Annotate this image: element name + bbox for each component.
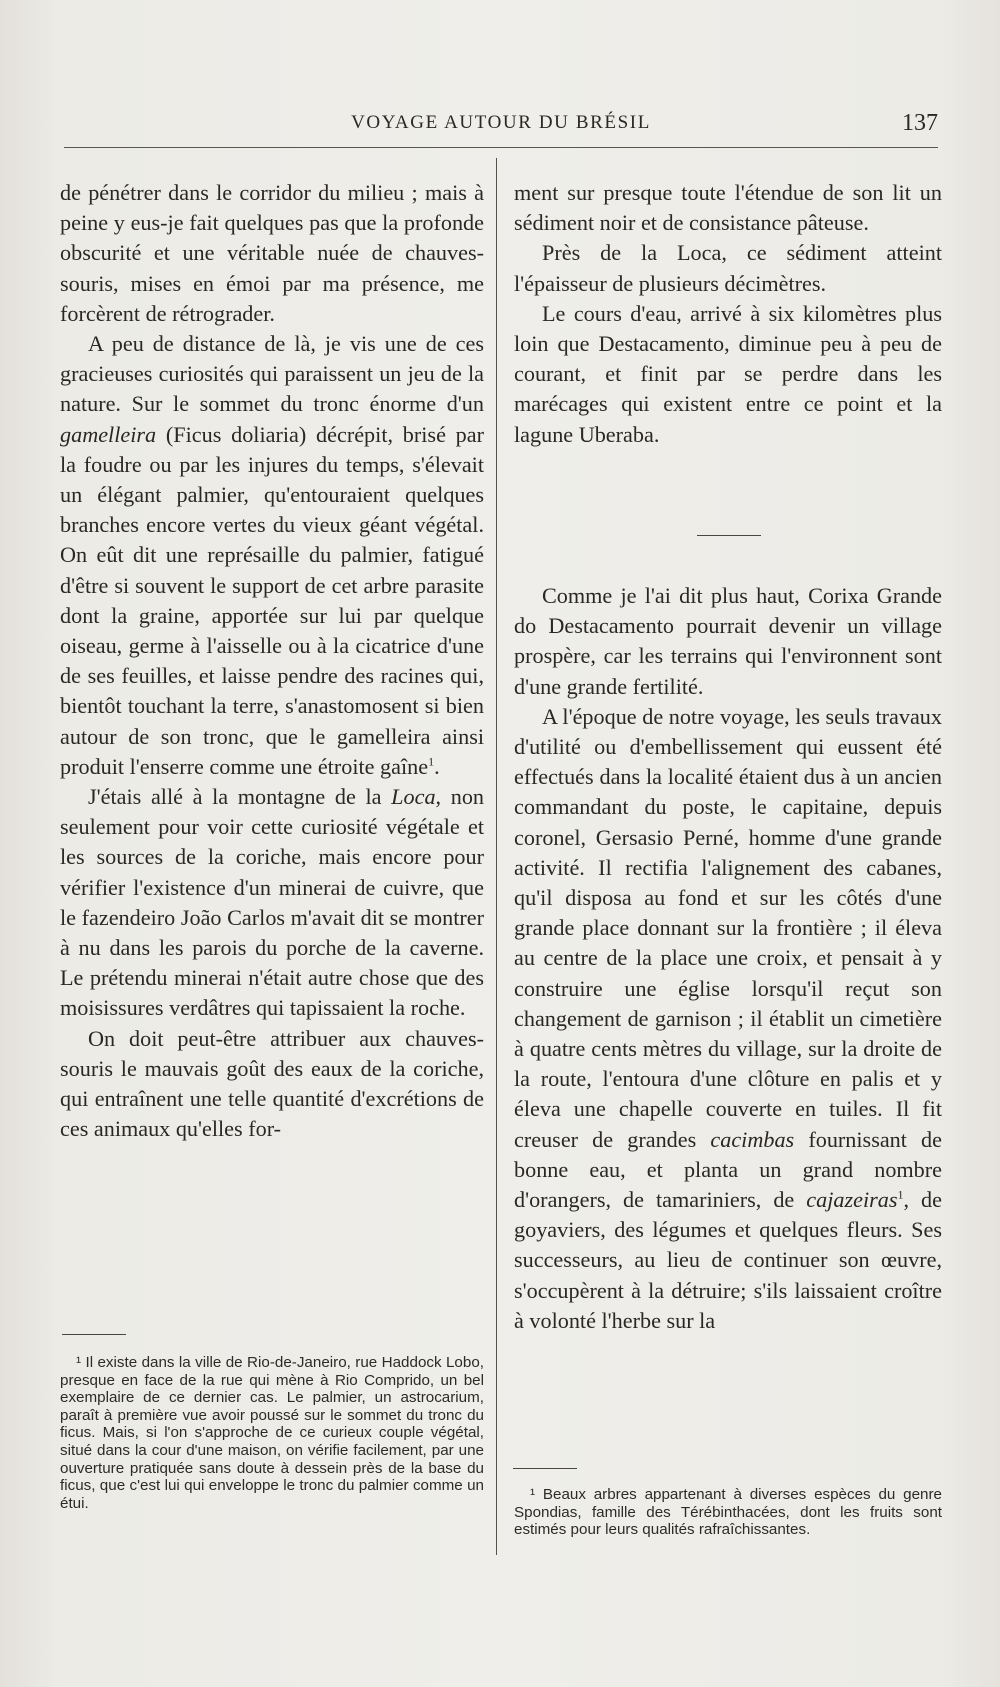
paragraph: Près de la Loca, ce sédiment atteint l'épaisseur de plusieurs décimètres. xyxy=(514,240,942,296)
paragraph xyxy=(60,782,484,1024)
footnote xyxy=(60,1354,484,1512)
text-run: A peu de distance de là, je vis une de ces gracieuses curiosités qui paraissent un jeu de la nature. Sur le sommet du tronc énorme d'un xyxy=(60,331,484,417)
footnote-rule xyxy=(62,1334,126,1335)
left-column xyxy=(60,178,484,1145)
footnote-marker: 1 xyxy=(897,1187,904,1202)
right-column xyxy=(514,178,942,450)
paragraph xyxy=(60,329,484,782)
text-run: , de goyaviers, des légumes et quelques fleurs. Ses successeurs, au lieu de continuer son œuvre, s'occupèrent à la détruire; s'ils laissaient croître à volonté l'herbe sur la xyxy=(514,1187,942,1333)
footnote-marker: 1 xyxy=(428,754,435,769)
text-run: fournissant de bonne eau, et planta un grand nombre d'orangers, de tamariniers, de xyxy=(514,1126,942,1213)
footnote-text: ¹ Beaux arbres appartenant à diverses espèces du genre Spondias, famille des Térébinthacées, dont les fruits sont estimés pour leurs qualités rafraîchissantes. xyxy=(514,1486,942,1539)
paragraph: Comme je l'ai dit plus haut, Corixa Grande do Destacamento pourrait devenir un village prospère, car les terrains qui l'environnent sont d'une grande fertilité. xyxy=(514,583,942,699)
footnote xyxy=(514,1486,942,1539)
text-run: , non seulement pour voir cette curiosité végétale et les sources de la coriche, mais encore pour vérifier l'existence d'un minerai de cuivre, que le fazendeiro João Carlos m'avait dit se montrer à nu dans les parois du porche de la caverne. Le prétendu minerai n'était autre chose que des moisissures verdâtres qui tapissaient la roche. xyxy=(60,784,485,1021)
text-run: A l'époque de notre voyage, les seuls travaux d'utilité ou d'embellissement qui eussent été effectués dans la localité étaient dus à un ancien commandant du poste, le capitaine, depuis coronel, Gersasio Perné, homme d'une grande activité. Il rectifia l'alignement des cabanes, qu'il disposa au fond et sur les côtés d'une grande place donnant sur la frontière ; il éleva au centre de la place une croix, et pensait à y construire une église lorsqu'il reçut son changement de garnison ; il établit un cimetière à quatre cents mètres du village, sur la droite de la route, l'entoura d'une clôture en palis et y éleva une chapelle couverte en tuiles. Il fit creuser de grandes xyxy=(514,703,942,1152)
section-separator xyxy=(697,535,761,536)
footnote-text: ¹ Il existe dans la ville de Rio-de-Janeiro, rue Haddock Lobo, presque en face de la rue qui mène à Rio Comprido, un bel exemplaire de ce dernier cas. Le palmier, un astrocarium, paraît à première vue avoir poussé sur le sommet du tronc du ficus. Mais, si l'on s'approche de ce curieux couple végétal, situé dans la cour d'une maison, on vérifie facilement, par une ouverture pratiquée sans doute à dessein près de la base du ficus, que c'est lui qui enveloppe le tronc du palmier comme un étui. xyxy=(60,1354,484,1512)
paragraph: On doit peut-être attribuer aux chauves-souris le mauvais goût des eaux de la coriche, qui entraînent une telle quantité d'excrétions de ces animaux qu'elles for- xyxy=(60,1025,484,1142)
paragraph xyxy=(514,702,942,1336)
running-title: VOYAGE AUTOUR DU BRÉSIL xyxy=(351,112,651,133)
paragraph: Le cours d'eau, arrivé à six kilomètres plus loin que Destacamento, diminue peu à peu de courant, et finit par se perdre dans les marécages qui existent entre ce point et la lagune Uberaba. xyxy=(514,300,942,447)
italic-term: cacimbas xyxy=(710,1126,795,1152)
italic-place: Loca xyxy=(391,784,436,810)
right-column-continued xyxy=(514,581,942,1336)
header-rule xyxy=(64,147,938,148)
paragraph: ment sur presque toute l'étendue de son lit un sédiment noir et de consistance pâteuse. xyxy=(514,180,942,236)
paragraph: de pénétrer dans le corridor du milieu ; mais à peine y eus-je fait quelques pas que la profonde obscurité et une véritable nuée de chauves-souris, mises en émoi par ma présence, me forcèrent de rétrograder. xyxy=(60,180,484,326)
column-divider xyxy=(496,158,497,1555)
page-header xyxy=(60,108,942,138)
footnote-rule xyxy=(513,1468,577,1469)
italic-term: gamelleira xyxy=(60,421,157,447)
text-run: . xyxy=(434,753,440,779)
text-run: (Ficus doliaria) décrépit, brisé par la foudre ou par les injures du temps, s'élevait un élégant palmier, qu'entouraient quelques branches encore vertes du vieux géant végétal. On eût dit une représaille du palmier, fatigué d'être si souvent le support de cet arbre parasite dont la graine, apportée sur lui par quelque oiseau, germe à l'aisselle ou à la cicatrice d'une de ses feuilles, et laisse pendre des racines qui, bientôt touchant la terre, s'anastomosent si bien autour de son tronc, que le gamelleira ainsi produit l'enserre comme une étroite gaîne xyxy=(60,421,484,779)
text-run: J'étais allé à la montagne de la xyxy=(88,784,392,810)
italic-term: cajazeiras xyxy=(806,1187,898,1213)
page-number: 137 xyxy=(902,110,938,136)
